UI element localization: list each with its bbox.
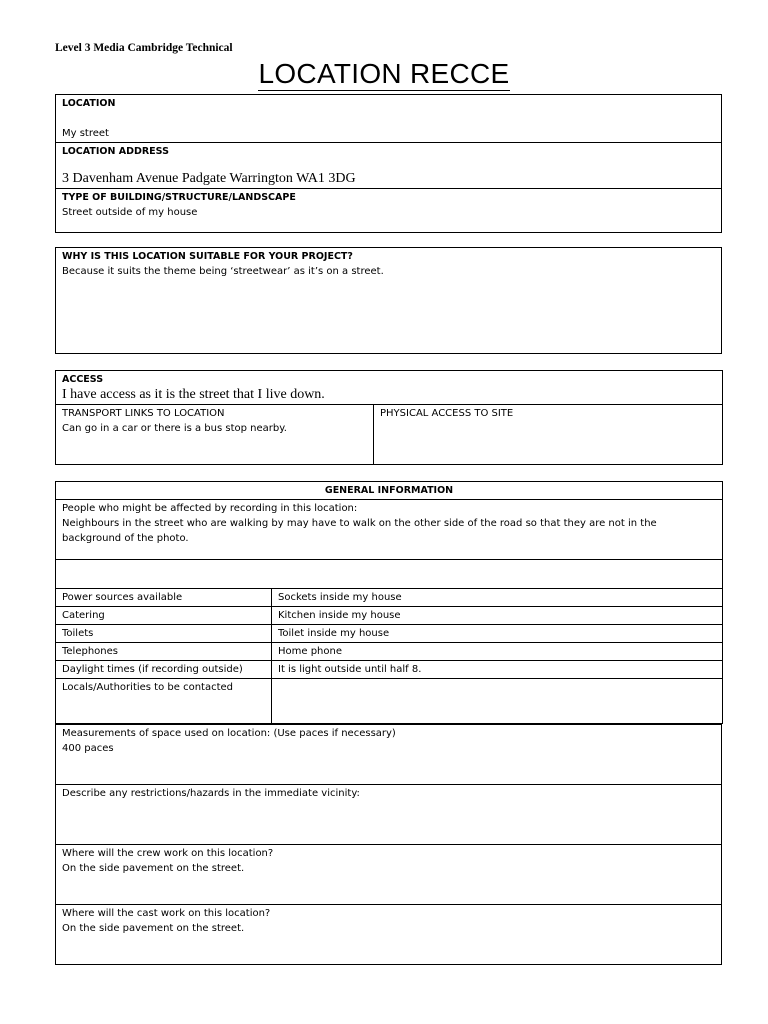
suitability-table xyxy=(55,247,722,354)
type-cell xyxy=(56,189,722,233)
info-label: Catering xyxy=(56,607,272,625)
access-label: ACCESS xyxy=(62,374,104,385)
physical-access-cell xyxy=(374,405,723,465)
info-value: Home phone xyxy=(272,643,723,661)
measurements-cell xyxy=(56,725,722,785)
blank-row xyxy=(56,560,723,589)
transport-value: Can go in a car or there is a bus stop nearby. xyxy=(62,423,287,434)
info-label: Daylight times (if recording outside) xyxy=(56,661,272,679)
table-row xyxy=(56,679,723,724)
restrictions-label: Describe any restrictions/hazards in the immediate vicinity: xyxy=(62,788,360,799)
table-row xyxy=(56,625,723,643)
measurements-label: Measurements of space used on location: (Use paces if necessary) xyxy=(62,728,396,739)
suitability-label: WHY IS THIS LOCATION SUITABLE FOR YOUR PROJECT? xyxy=(62,251,353,262)
restrictions-cell xyxy=(56,785,722,845)
measurements-value: 400 paces xyxy=(62,743,114,754)
crew-cell xyxy=(56,845,722,905)
info-value xyxy=(272,679,723,724)
affected-value: Neighbours in the street who are walking by may have to walk on the other side of the road so that they are not in the background of the photo. xyxy=(62,518,657,544)
table-row xyxy=(56,643,723,661)
address-cell xyxy=(56,143,722,189)
info-label: Locals/Authorities to be contacted xyxy=(56,679,272,724)
info-label: Telephones xyxy=(56,643,272,661)
physical-access-label: PHYSICAL ACCESS TO SITE xyxy=(380,408,514,419)
table-row xyxy=(56,589,723,607)
access-table xyxy=(55,370,723,465)
cast-value: On the side pavement on the street. xyxy=(62,923,245,934)
access-value: I have access as it is the street that I live down. xyxy=(62,387,325,402)
space-table xyxy=(55,724,722,965)
cast-cell xyxy=(56,905,722,965)
location-table xyxy=(55,94,722,233)
address-label: LOCATION ADDRESS xyxy=(62,146,169,157)
table-row xyxy=(56,607,723,625)
header-note: Level 3 Media Cambridge Technical xyxy=(55,42,233,54)
info-value: Sockets inside my house xyxy=(272,589,723,607)
info-value: It is light outside until half 8. xyxy=(272,661,723,679)
suitability-value: Because it suits the theme being ‘streetwear’ as it’s on a street. xyxy=(62,266,384,277)
suitability-cell xyxy=(56,248,722,354)
cast-label: Where will the cast work on this location? xyxy=(62,908,271,919)
location-label: LOCATION xyxy=(62,98,116,109)
crew-label: Where will the crew work on this location? xyxy=(62,848,274,859)
info-value: Toilet inside my house xyxy=(272,625,723,643)
crew-value: On the side pavement on the street. xyxy=(62,863,245,874)
access-cell xyxy=(56,371,723,405)
location-cell xyxy=(56,95,722,143)
address-value: 3 Davenham Avenue Padgate Warrington WA1 3DG xyxy=(62,171,356,186)
page-title-text: LOCATION RECCE xyxy=(258,58,510,89)
info-value: Kitchen inside my house xyxy=(272,607,723,625)
table-row xyxy=(56,661,723,679)
affected-cell xyxy=(56,500,723,560)
general-info-heading: GENERAL INFORMATION xyxy=(56,482,723,500)
affected-label: People who might be affected by recording in this location: xyxy=(62,503,358,514)
transport-cell xyxy=(56,405,374,465)
page-title xyxy=(0,58,768,90)
location-value: My street xyxy=(62,128,109,139)
info-label: Power sources available xyxy=(56,589,272,607)
type-label: TYPE OF BUILDING/STRUCTURE/LANDSCAPE xyxy=(62,192,296,203)
transport-label: TRANSPORT LINKS TO LOCATION xyxy=(62,408,225,419)
general-info-table xyxy=(55,481,723,724)
info-label: Toilets xyxy=(56,625,272,643)
type-value: Street outside of my house xyxy=(62,207,198,218)
